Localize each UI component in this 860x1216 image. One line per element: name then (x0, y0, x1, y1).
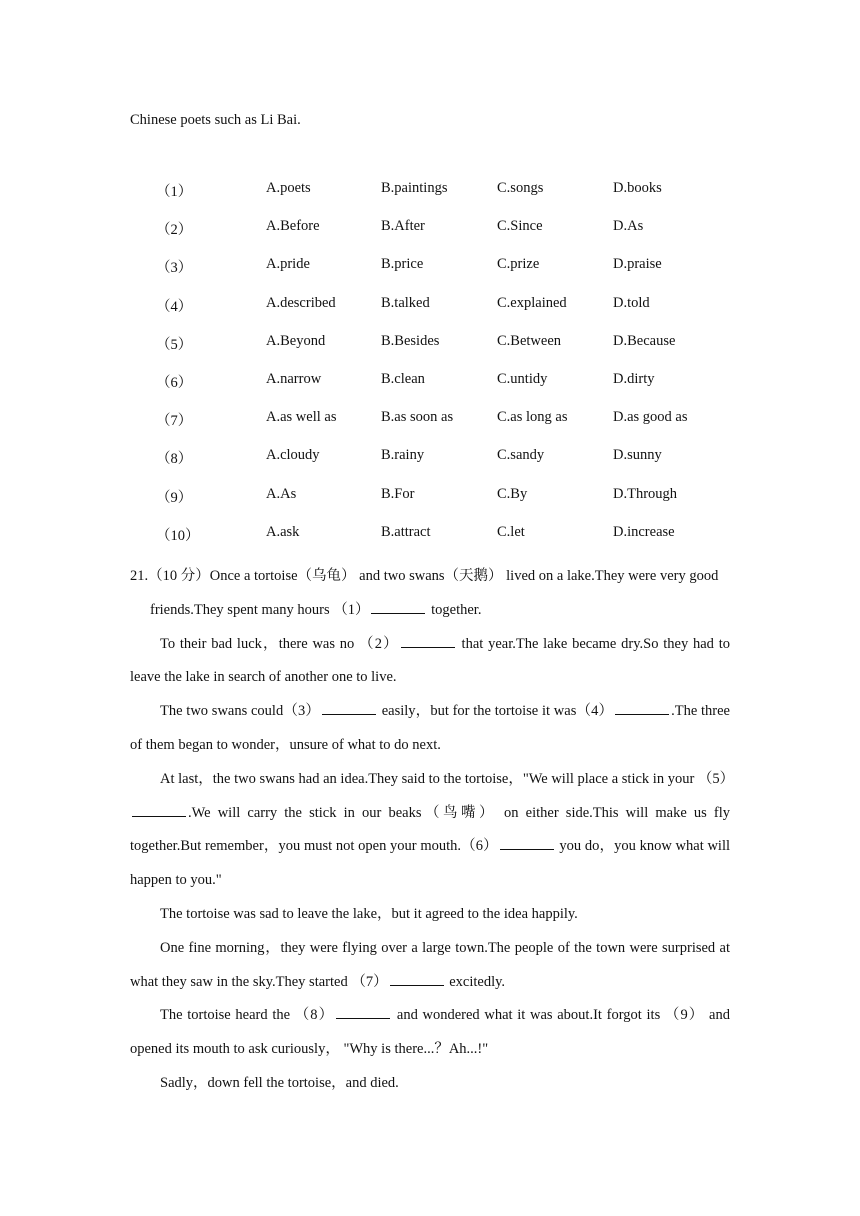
option-row (130, 333, 730, 371)
option-c: C.prize (497, 256, 540, 273)
text-segment: One fine morning，they were flying over a large town.The people of the town were surprised at what they saw in the sky.They started （7） (130, 939, 730, 990)
text-segment: and wondered what it was about.It forgot its （9） and opened its mouth to ask curiously， "Why is there...？Ah...!" (130, 1007, 730, 1058)
option-b: B.price (381, 256, 424, 273)
question-head-line2 (130, 594, 730, 628)
paragraph-3 (130, 763, 735, 898)
blank-1[interactable] (371, 599, 425, 614)
blank-4[interactable] (615, 700, 669, 715)
option-row (130, 371, 730, 409)
text-segment: together. (427, 601, 482, 618)
option-a: A.Before (266, 218, 320, 235)
option-a: A.poets (266, 180, 311, 196)
blank-7[interactable] (390, 971, 444, 986)
paragraph-7: Sadly，down fell the tortoise，and died. (160, 1074, 399, 1091)
option-c: C.sandy (497, 447, 545, 464)
option-a: A.Beyond (266, 332, 326, 349)
option-d: D.as good as (613, 409, 688, 426)
question-head-line1: 21.（10 分）Once a tortoise（乌龟） and two swans（天鹅） lived on a lake.They were very good (130, 568, 719, 584)
option-number: （2） (156, 222, 193, 239)
option-c: C.Between (497, 332, 562, 349)
option-c: C.let (497, 523, 525, 540)
blank-8[interactable] (336, 1004, 390, 1019)
option-a: A.ask (266, 523, 300, 540)
option-number: （3） (156, 260, 193, 277)
option-c: C.untidy (497, 370, 548, 387)
question-21 (130, 560, 735, 1101)
text-segment: easily，but for the tortoise it was（4） (377, 703, 614, 720)
option-d: D.told (613, 294, 650, 311)
options-table (130, 180, 730, 562)
text-segment: friends.They spent many hours （1） (150, 601, 370, 618)
option-a: A.as well as (266, 409, 337, 426)
option-c: C.Since (497, 218, 543, 235)
option-b: B.paintings (381, 180, 448, 196)
option-d: D.books (613, 180, 662, 196)
paragraph-1 (130, 628, 730, 696)
blank-6[interactable] (500, 835, 554, 850)
text-segment: To their bad luck，there was no （2） (160, 635, 399, 652)
option-number: （5） (156, 336, 193, 353)
text-segment: .We will carry the stick in our beaks（鸟嘴） on either side.This will make us fly together.But remember，you must not open your mouth.（6） (130, 804, 730, 855)
option-row (130, 447, 730, 485)
option-number: （9） (156, 489, 193, 506)
option-d: D.Because (613, 332, 676, 349)
option-b: B.clean (381, 370, 425, 387)
option-d: D.sunny (613, 447, 662, 464)
option-row (130, 486, 730, 524)
text-segment: excitedly. (445, 973, 506, 990)
option-number: （7） (156, 413, 193, 430)
option-b: B.talked (381, 294, 430, 311)
option-d: D.Through (613, 485, 678, 502)
paragraph-5 (130, 932, 730, 1000)
option-c: C.songs (497, 180, 544, 196)
text-segment: The tortoise heard the （8） (160, 1007, 335, 1024)
option-row (130, 218, 730, 256)
option-row (130, 180, 730, 218)
option-b: B.rainy (381, 447, 425, 464)
option-c: C.By (497, 485, 528, 502)
option-d: D.As (613, 218, 644, 235)
option-b: B.as soon as (381, 409, 454, 426)
paragraph-6 (130, 999, 730, 1067)
option-a: A.pride (266, 256, 310, 273)
option-a: A.As (266, 485, 297, 502)
option-number: （6） (156, 374, 193, 391)
option-b: B.After (381, 218, 425, 235)
option-c: C.as long as (497, 409, 568, 426)
blank-5[interactable] (132, 802, 186, 817)
option-row (130, 409, 730, 447)
text-segment: The two swans could（3） (160, 703, 320, 720)
option-row (130, 524, 730, 562)
option-row (130, 256, 730, 294)
option-c: C.explained (497, 294, 567, 311)
text-segment: you do，you know what will happen to you." (130, 838, 731, 889)
option-number: （10） (156, 527, 200, 544)
option-a: A.described (266, 294, 336, 311)
option-number: （4） (156, 298, 193, 315)
option-b: B.For (381, 485, 415, 502)
blank-3[interactable] (322, 700, 376, 715)
option-b: B.Besides (381, 332, 440, 349)
option-a: A.cloudy (266, 447, 320, 464)
paragraph-4: The tortoise was sad to leave the lake，but it agreed to the idea happily. (160, 905, 578, 922)
paragraph-2 (130, 695, 730, 763)
option-d: D.praise (613, 256, 662, 273)
question-head (130, 560, 730, 628)
text-segment: At last，the two swans had an idea.They said to the tortoise，"We will place a stick in your （5） (160, 770, 735, 787)
option-d: D.dirty (613, 370, 655, 387)
option-row (130, 295, 730, 333)
text-segment: .The three of them began to wonder，unsure of what to do next. (130, 703, 730, 753)
intro-text: Chinese poets such as Li Bai. (130, 112, 301, 128)
text-segment: that year.The lake became dry.So they had to leave the lake in search of another one to live. (130, 635, 730, 686)
blank-2[interactable] (401, 633, 455, 648)
option-a: A.narrow (266, 370, 322, 387)
option-number: （1） (156, 184, 193, 200)
option-b: B.attract (381, 523, 431, 540)
option-number: （8） (156, 451, 193, 468)
option-d: D.increase (613, 523, 675, 540)
